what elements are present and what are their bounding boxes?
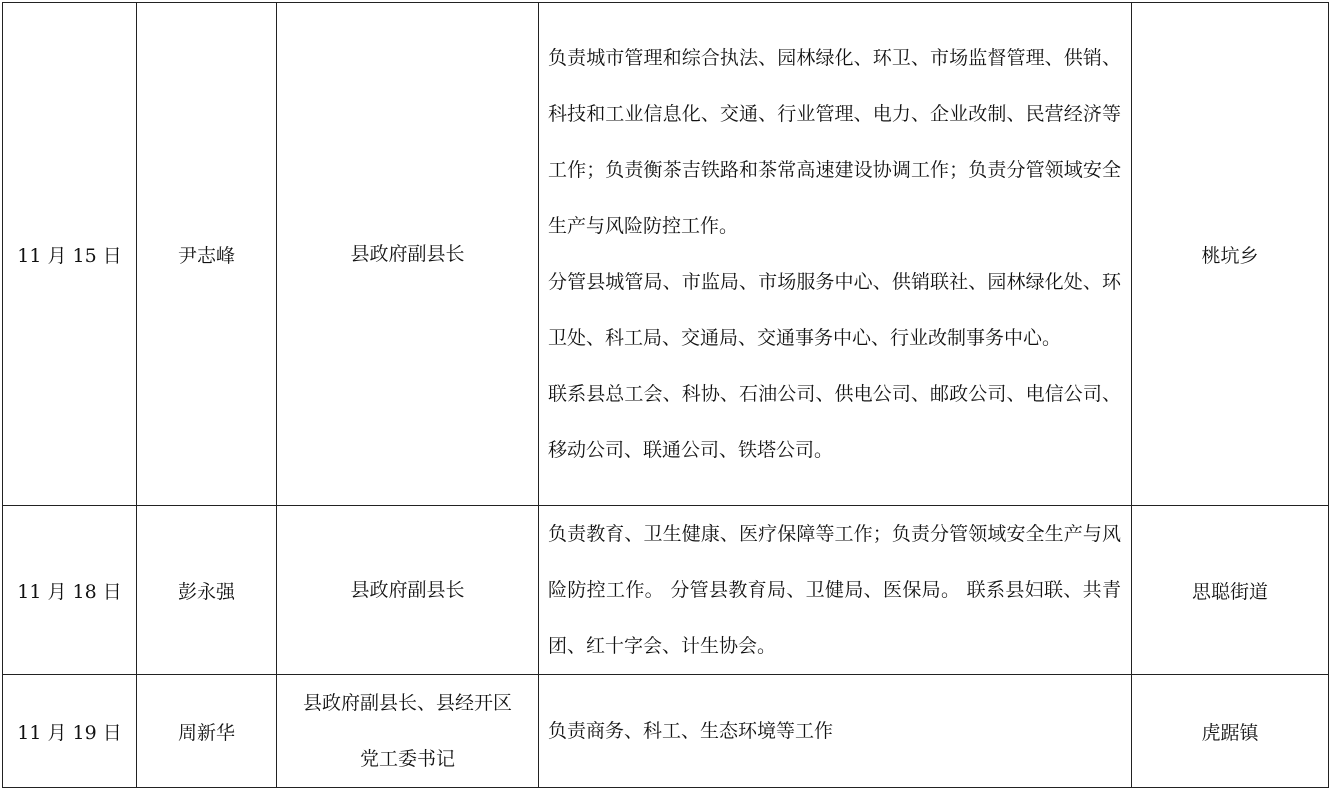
position-text	[277, 226, 538, 282]
position-text	[277, 562, 538, 618]
duties-paragraph: 联系县总工会、科协、石油公司、供电公司、邮政公司、电信公司、移动公司、联通公司、铁塔公司。	[548, 383, 1121, 461]
schedule-table	[2, 2, 1329, 788]
duties-paragraph: 负责城市管理和综合执法、园林绿化、环卫、市场监督管理、供销、科技和工业信息化、交通、行业管理、电力、企业改制、民营经济等工作；负责衡茶吉铁路和茶常高速建设协调工作；负责分管领域安全生产与风险防控工作。	[548, 47, 1121, 237]
table-row	[3, 3, 1329, 506]
position-cell	[277, 3, 539, 506]
table-row	[3, 506, 1329, 675]
location-cell: 虎踞镇	[1132, 675, 1329, 788]
location-cell: 桃坑乡	[1132, 3, 1329, 506]
duties-cell	[539, 3, 1132, 506]
duties-cell	[539, 506, 1132, 675]
position-cell	[277, 506, 539, 675]
location-cell: 思聪街道	[1132, 506, 1329, 675]
position-line: 县政府副县长	[350, 579, 465, 601]
position-line: 党工委书记	[359, 748, 455, 770]
date-cell: 11 月 15 日	[3, 3, 137, 506]
duties-paragraph: 负责商务、科工、生态环境等工作	[548, 720, 834, 742]
name-cell: 尹志峰	[137, 3, 277, 506]
date-cell: 11 月 18 日	[3, 506, 137, 675]
duties-paragraph: 分管县城管局、市监局、市场服务中心、供销联社、园林绿化处、环卫处、科工局、交通局、交通事务中心、行业改制事务中心。	[548, 271, 1121, 349]
position-line: 县政府副县长	[350, 243, 465, 265]
position-cell	[277, 675, 539, 788]
date-cell: 11 月 19 日	[3, 675, 137, 788]
position-text	[277, 675, 538, 787]
name-cell: 彭永强	[137, 506, 277, 675]
name-cell: 周新华	[137, 675, 277, 788]
duties-paragraph: 负责教育、卫生健康、医疗保障等工作；负责分管领域安全生产与风险防控工作。 分管县教育局、卫健局、医保局。 联系县妇联、共青团、红十字会、计生协会。	[548, 523, 1121, 657]
duties-cell	[539, 675, 1132, 788]
position-line: 县政府副县长、县经开区	[302, 692, 512, 714]
table-row	[3, 675, 1329, 788]
